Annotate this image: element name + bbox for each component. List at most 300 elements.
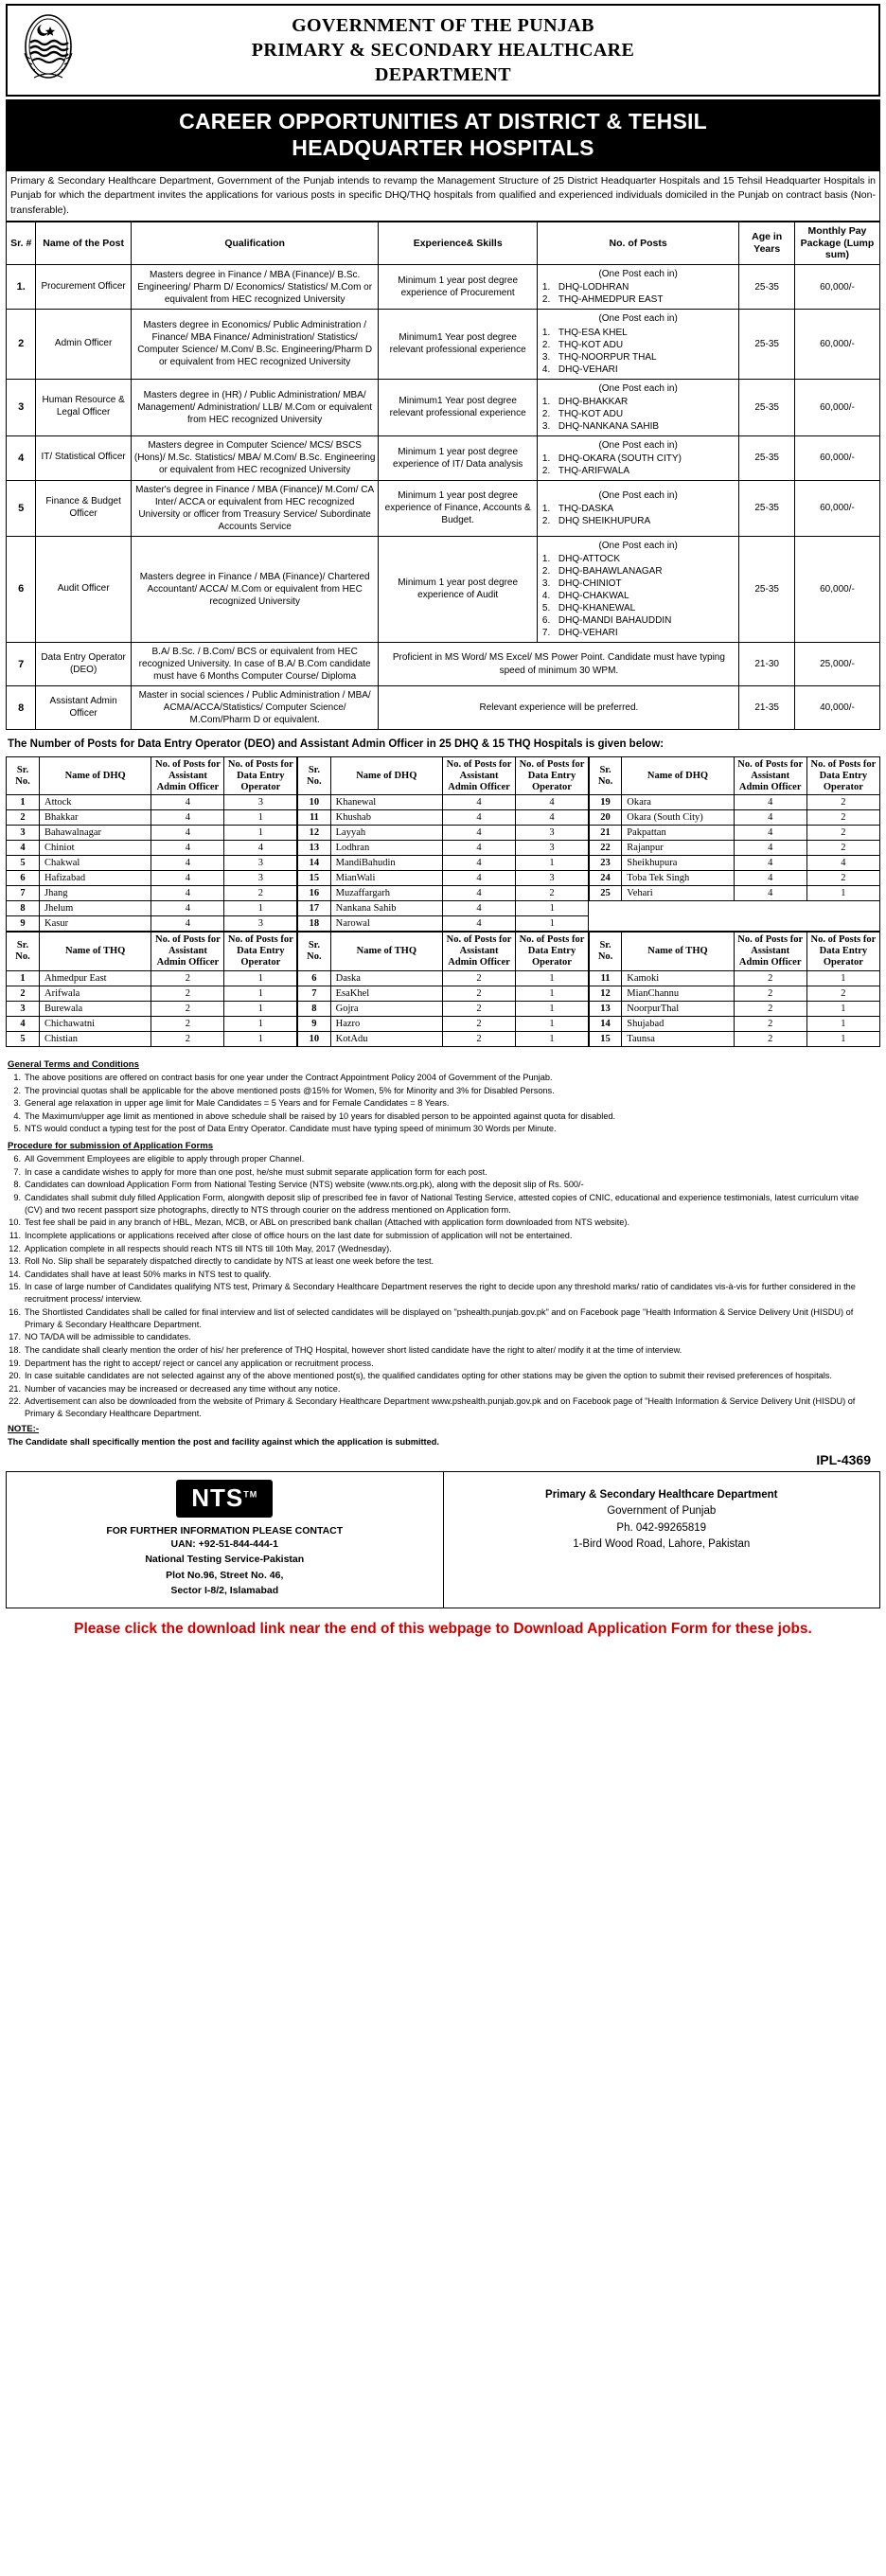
cell-sr: 6 (7, 871, 40, 886)
cell-deo-count: 1 (224, 986, 297, 1001)
thq-th-aao: No. of Posts for Assistant Admin Officer (734, 933, 806, 970)
cell-sr: 23 (589, 856, 622, 871)
cell-post-name: Human Resource & Legal Officer (36, 379, 131, 435)
cell-age: 25-35 (739, 435, 795, 480)
cell-deo-count: 1 (806, 1031, 879, 1046)
th-qualification: Qualification (131, 222, 379, 264)
list-item (8, 1269, 878, 1281)
cell-deo-count: 3 (224, 871, 297, 886)
list-item (542, 602, 735, 614)
cell-location-name: Chichawatni (39, 1016, 151, 1031)
cell-deo-count: 1 (516, 901, 589, 916)
cell-deo-count: 1 (224, 810, 297, 826)
list-item-text: The provincial quotas shall be applicable for the above mentioned posts @15% for Women, 5% for Minority and 3% for Disabled Persons. (25, 1085, 555, 1095)
dhq-posts-table (6, 756, 880, 932)
cell-experience: Minimum1 Year post degree relevant professional experience (379, 310, 537, 379)
cell-sr: 24 (589, 871, 622, 886)
cell-age: 25-35 (739, 265, 795, 310)
cell-aao-count: 4 (151, 810, 224, 826)
list-item (542, 627, 735, 639)
cell-location-name: Taunsa (622, 1031, 734, 1046)
cell-aao-count: 2 (151, 1016, 224, 1031)
cell-aao-count: 4 (734, 886, 806, 901)
cell-deo-count: 2 (806, 986, 879, 1001)
table-row (7, 886, 880, 901)
cell-aao-count: 4 (442, 916, 515, 932)
list-item-text: Candidates can download Application Form from National Testing Service (NTS) website (www.nts.org.pk), along with the deposit slip of Rs. 500/- (25, 1180, 584, 1190)
cell-sr: 8 (7, 686, 36, 730)
cell-sr: 12 (589, 986, 622, 1001)
cell-experience: Minimum 1 year post degree experience of Procurement (379, 265, 537, 310)
cell-deo-count: 1 (806, 886, 879, 901)
table-row (7, 1016, 880, 1031)
note-text: The Candidate shall specifically mention the post and facility against which the application is submitted. (8, 1437, 439, 1448)
cell-empty (622, 901, 734, 916)
cell-pay: 60,000/- (794, 265, 879, 310)
cell-sr: 8 (297, 1001, 330, 1016)
terms-title: General Terms and Conditions (8, 1058, 139, 1070)
cell-aao-count: 4 (151, 795, 224, 810)
cell-sr: 1. (7, 265, 36, 310)
cell-sr: 18 (297, 916, 330, 932)
list-item (8, 1097, 878, 1110)
cell-location-name: NoorpurThal (622, 1001, 734, 1016)
cell-sr: 25 (589, 886, 622, 901)
cell-deo-count: 2 (806, 795, 879, 810)
cell-deo-count: 1 (516, 916, 589, 932)
cell-deo-count: 1 (516, 856, 589, 871)
cell-location-name: Ahmedpur East (39, 970, 151, 986)
posts-caption: (One Post each in) (598, 269, 678, 280)
cell-experience: Minimum 1 year post degree experience of IT/ Data analysis (379, 435, 537, 480)
cell-location-name: Toba Tek Singh (622, 871, 734, 886)
cell-deo-count: 1 (224, 1001, 297, 1016)
list-item-number: 13. (9, 1256, 21, 1267)
list-item-text: All Government Employees are eligible to apply through proper Channel. (25, 1154, 305, 1164)
list-item-text: NTS would conduct a typing test for the post of Data Entry Operator. Candidate must have typing speed of minimum 30 Words per Minute. (25, 1124, 557, 1134)
list-item-text: Advertisement can also be downloaded from the website of Primary & Secondary Healthcare Department www.pshealth.punjab.gov.pk and on Facebook page of "Health Information & Service Delivery Unit (HISDU) of Primary & Secondary Healthcare Department. (25, 1396, 856, 1419)
department-header (6, 4, 880, 97)
list-item (8, 1085, 878, 1097)
list-item (542, 565, 735, 577)
cell-no-of-posts (537, 379, 738, 435)
cell-sr: 3 (7, 1001, 40, 1016)
posts-location-list (540, 453, 735, 477)
cell-sr: 5 (7, 480, 36, 536)
list-item-number: 2. (541, 515, 551, 526)
cell-location-name: Attock (39, 795, 151, 810)
cell-no-of-posts (537, 435, 738, 480)
cell-aao-count: 2 (442, 1001, 515, 1016)
list-item-label: DHQ-MANDI BAHAUDDIN (558, 615, 672, 627)
cell-experience: Minimum 1 year post degree experience of Audit (379, 536, 537, 642)
list-item-text: In case of large number of Candidates qualifying NTS test, Primary & Secondary Healthcare Department reserves the right to decide upon any threshold marks/ ratio of candidates vis-à-vis for further considered in the recruitment process/ interview. (25, 1282, 856, 1305)
cell-sr: 4 (7, 435, 36, 480)
list-item-label: THQ-DASKA (558, 503, 614, 514)
list-item-text: Test fee shall be paid in any branch of HBL, Mezan, MCB, or ABL on prescribed bank challan (Attached with application form downloaded from NTS website). (25, 1217, 630, 1228)
cell-aao-count: 4 (151, 886, 224, 901)
thq-th-name: Name of THQ (330, 933, 442, 970)
table-row (7, 1031, 880, 1046)
nts-logo-text: NTS (191, 1483, 244, 1513)
cell-location-name: Burewala (39, 1001, 151, 1016)
cell-aao-count: 4 (442, 826, 515, 841)
cell-aao-count: 2 (442, 970, 515, 986)
list-item-label: THQ-KOT ADU (558, 408, 624, 419)
cell-sr: 5 (7, 856, 40, 871)
cell-location-name: Chistian (39, 1031, 151, 1046)
cell-sr: 4 (7, 1016, 40, 1031)
procedure-title: Procedure for submission of Application Forms (8, 1140, 214, 1151)
cell-deo-count: 4 (516, 810, 589, 826)
list-item-number: 3. (541, 420, 551, 432)
list-item-label: THQ-ARIFWALA (558, 465, 630, 476)
list-item (542, 364, 735, 376)
table-row (7, 871, 880, 886)
cell-no-of-posts (537, 310, 738, 379)
cell-deo-count: 1 (224, 826, 297, 841)
cell-location-name: Jhang (39, 886, 151, 901)
cell-pay: 60,000/- (794, 310, 879, 379)
cell-empty (806, 916, 879, 932)
list-item-number: 12. (9, 1243, 21, 1253)
punjab-government-crest-icon (11, 11, 85, 89)
dhq-th-name: Name of DHQ (39, 757, 151, 795)
cell-aao-count: 4 (151, 871, 224, 886)
posts-caption: (One Post each in) (598, 382, 678, 394)
cell-age: 21-30 (739, 643, 795, 686)
nts-address-line2: Sector I-8/2, Islamabad (170, 1584, 279, 1596)
procedure-list (8, 1153, 878, 1420)
cell-aao-count: 2 (442, 1031, 515, 1046)
list-item-text: Number of vacancies may be increased or decreased any time without any notice. (25, 1383, 341, 1394)
cell-location-name: Rajanpur (622, 841, 734, 856)
cell-aao-count: 4 (442, 886, 515, 901)
cell-pay: 40,000/- (794, 686, 879, 730)
cell-location-name: MianChannu (622, 986, 734, 1001)
cell-post-name: IT/ Statistical Officer (36, 435, 131, 480)
list-item (8, 1179, 878, 1191)
list-item-text: General age relaxation in upper age limit for Male Candidates = 5 Years and for Female Candidates = 8 Years. (25, 1098, 450, 1109)
cell-aao-count: 2 (734, 986, 806, 1001)
dhq-th-deo: No. of Posts for Data Entry Operator (224, 757, 297, 795)
cell-aao-count: 2 (151, 1001, 224, 1016)
list-item-number: 2. (13, 1085, 21, 1095)
list-item-number: 18. (9, 1345, 21, 1356)
thq-th-deo: No. of Posts for Data Entry Operator (224, 933, 297, 970)
gov-title-line2: PRIMARY & SECONDARY HEALTHCARE (251, 40, 635, 61)
list-item-number: 10. (9, 1217, 21, 1228)
list-item-label: DHQ-BAHAWLANAGAR (558, 566, 663, 577)
cell-age: 25-35 (739, 536, 795, 642)
list-item-number: 19. (9, 1358, 21, 1368)
dept-government: Government of Punjab (607, 1505, 717, 1518)
table-row (7, 970, 880, 986)
cell-post-name: Data Entry Operator (DEO) (36, 643, 131, 686)
dhq-th-name: Name of DHQ (622, 757, 734, 795)
cell-deo-count: 2 (806, 826, 879, 841)
cell-deo-count: 3 (224, 916, 297, 932)
list-item (8, 1230, 878, 1242)
list-item-number: 1. (13, 1073, 21, 1083)
cell-experience: Minimum1 Year post degree relevant professional experience (379, 379, 537, 435)
cell-deo-count: 1 (516, 986, 589, 1001)
posts-location-list (540, 281, 735, 306)
list-item (542, 293, 735, 306)
th-pay: Monthly Pay Package (Lump sum) (794, 222, 879, 264)
cell-deo-count: 3 (224, 856, 297, 871)
table-row (7, 901, 880, 916)
cell-location-name: Chakwal (39, 856, 151, 871)
list-item (542, 515, 735, 527)
list-item (8, 1255, 878, 1268)
table-row (7, 480, 880, 536)
cell-no-of-posts (537, 265, 738, 310)
list-item-number: 6. (13, 1154, 21, 1164)
cell-location-name: Kasur (39, 916, 151, 932)
cell-location-name: Daska (330, 970, 442, 986)
table-row (7, 643, 880, 686)
cell-location-name: MandiBahudin (330, 856, 442, 871)
ipl-number: IPL-4369 (816, 1452, 871, 1468)
list-item (542, 553, 735, 565)
cell-sr: 2 (7, 986, 40, 1001)
dept-phone: Ph. 042-99265819 (616, 1521, 707, 1534)
cell-aao-count: 4 (734, 795, 806, 810)
list-item (542, 453, 735, 465)
cell-sr: 15 (297, 871, 330, 886)
cell-aao-count: 4 (151, 826, 224, 841)
list-item-number: 9. (13, 1192, 21, 1202)
list-item (542, 408, 735, 420)
cell-aao-count: 4 (151, 856, 224, 871)
list-item-number: 2. (541, 294, 551, 306)
nts-uan: UAN: +92-51-844-444-1 (170, 1538, 279, 1551)
list-item-number: 7. (541, 628, 551, 639)
cell-deo-count: 1 (224, 1031, 297, 1046)
thq-th-sr: Sr. No. (589, 933, 622, 970)
cell-sr: 11 (589, 970, 622, 986)
list-item-number: 21. (9, 1383, 21, 1394)
cell-location-name: Arifwala (39, 986, 151, 1001)
cell-location-name: Kamoki (622, 970, 734, 986)
list-item-number: 17. (9, 1332, 21, 1342)
cell-aao-count: 2 (734, 1001, 806, 1016)
cell-pay: 60,000/- (794, 536, 879, 642)
list-item-text: Roll No. Slip shall be separately dispatched directly to candidate by NTS at least one week before the test. (25, 1256, 434, 1267)
list-item-number: 8. (13, 1180, 21, 1190)
list-item-number: 2. (541, 408, 551, 419)
th-post: Name of the Post (36, 222, 131, 264)
table-row (7, 265, 880, 310)
cell-deo-count: 4 (806, 856, 879, 871)
cell-empty (589, 901, 622, 916)
banner-line2: HEADQUARTER HOSPITALS (292, 135, 594, 161)
list-item (542, 590, 735, 602)
cell-pay: 25,000/- (794, 643, 879, 686)
list-item (8, 1395, 878, 1420)
dhq-th-deo: No. of Posts for Data Entry Operator (516, 757, 589, 795)
cell-aao-count: 4 (151, 841, 224, 856)
thq-table-body (7, 970, 880, 1046)
cell-sr: 2 (7, 310, 36, 379)
dhq-th-deo: No. of Posts for Data Entry Operator (806, 757, 879, 795)
thq-th-aao: No. of Posts for Assistant Admin Officer (442, 933, 515, 970)
list-item (8, 1166, 878, 1179)
cell-deo-count: 3 (224, 795, 297, 810)
cell-qualification: B.A/ B.Sc. / B.Com/ BCS or equivalent from HEC recognized University. In case of B.A/ B.Com candidate must have 6 Months Computer Course/ Diploma (131, 643, 379, 686)
cell-sr: 11 (297, 810, 330, 826)
list-item-number: 1. (541, 396, 551, 407)
list-item (8, 1358, 878, 1370)
cell-location-name: Muzaffargarh (330, 886, 442, 901)
cell-sr: 7 (7, 643, 36, 686)
terms-and-conditions (6, 1047, 880, 1449)
posts-caption: (One Post each in) (598, 313, 678, 325)
list-item-number: 4. (541, 591, 551, 602)
list-item-label: THQ-NOORPUR THAL (558, 351, 657, 363)
list-item-text: The candidate shall clearly mention the order of his/ her preference of THQ Hospital, however short listed candidate have the right to alter/ modify it at the time of interview. (25, 1345, 682, 1356)
list-item (542, 396, 735, 408)
cell-empty (622, 916, 734, 932)
career-banner (6, 99, 880, 171)
list-item (8, 1072, 878, 1084)
terms-list (8, 1072, 878, 1135)
cell-deo-count: 4 (516, 795, 589, 810)
cell-deo-count: 1 (516, 1031, 589, 1046)
cell-sr: 19 (589, 795, 622, 810)
list-item-number: 2. (541, 465, 551, 476)
cell-qualification: Master in social sciences / Public Administration / MBA/ ACMA/ACCA/Statistics/ Computer Science/ M.Com/Pharm D or equivalent. (131, 686, 379, 730)
list-item-label: DHQ-BHAKKAR (558, 396, 629, 407)
cell-sr: 10 (297, 1031, 330, 1046)
list-item-number: 1. (541, 282, 551, 293)
cell-pay: 60,000/- (794, 480, 879, 536)
list-item-text: Department has the right to accept/ reject or cancel any application or recruitment process. (25, 1358, 374, 1368)
list-item-text: The Shortlisted Candidates shall be called for final interview and list of selected candidates will be displayed on "pshealth.punjab.gov.pk" and on Facebook page "Health Information & Service Delivery Unit (HISDU) of Primary & Secondary Healthcare Department. (25, 1306, 854, 1329)
cell-aao-count: 4 (442, 856, 515, 871)
cell-aao-count: 4 (734, 871, 806, 886)
posts-caption: (One Post each in) (598, 489, 678, 501)
cell-aao-count: 4 (442, 901, 515, 916)
cell-location-name: Khanewal (330, 795, 442, 810)
cell-no-of-posts (537, 480, 738, 536)
cell-deo-count: 4 (224, 841, 297, 856)
list-item-label: DHQ SHEIKHUPURA (558, 515, 651, 526)
cell-post-name: Procurement Officer (36, 265, 131, 310)
dhq-th-sr: Sr. No. (7, 757, 40, 795)
table-row (7, 435, 880, 480)
cell-aao-count: 4 (442, 871, 515, 886)
list-item-number: 6. (541, 615, 551, 627)
cell-location-name: Hafizabad (39, 871, 151, 886)
table-row (7, 795, 880, 810)
cell-aao-count: 2 (151, 970, 224, 986)
th-experience: Experience& Skills (379, 222, 537, 264)
list-item-text: NO TA/DA will be admissible to candidates. (25, 1332, 191, 1342)
cell-aao-count: 2 (442, 1016, 515, 1031)
cell-sr: 3 (7, 826, 40, 841)
cell-post-name: Audit Officer (36, 536, 131, 642)
posts-caption: (One Post each in) (598, 540, 678, 551)
cell-sr: 13 (589, 1001, 622, 1016)
list-item (542, 465, 735, 477)
cell-qualification: Masters degree in Finance / MBA (Finance)/ B.Sc. Engineering/ Pharm D/ Economics/ Statistics/ M.Com or equivalent from HEC recognized University (131, 265, 379, 310)
table-row (7, 1001, 880, 1016)
list-item-number: 7. (13, 1166, 21, 1177)
cell-deo-count: 2 (806, 810, 879, 826)
cell-aao-count: 4 (151, 901, 224, 916)
table-row (7, 686, 880, 730)
cell-deo-count: 3 (516, 841, 589, 856)
cell-aao-count: 2 (734, 1031, 806, 1046)
cell-location-name: Narowal (330, 916, 442, 932)
list-item-number: 3. (13, 1098, 21, 1109)
list-item-number: 14. (9, 1269, 21, 1279)
cell-qualification: Masters degree in Computer Science/ MCS/ BSCS (Hons)/ M.Sc. Statistics/ MBA/ M.Com/ B.Sc. Engineering or equivalent from HEC recognized University (131, 435, 379, 480)
cell-experience: Relevant experience will be preferred. (379, 686, 739, 730)
cell-deo-count: 1 (806, 1001, 879, 1016)
list-item-number: 3. (541, 578, 551, 590)
nts-logo (176, 1480, 273, 1518)
cell-deo-count: 2 (806, 871, 879, 886)
posts-location-list (540, 503, 735, 527)
list-item-number: 15. (9, 1282, 21, 1292)
list-item (8, 1243, 878, 1255)
cell-aao-count: 2 (442, 986, 515, 1001)
list-item (542, 281, 735, 293)
cell-location-name: Lodhran (330, 841, 442, 856)
list-item (8, 1192, 878, 1217)
cell-sr: 7 (297, 986, 330, 1001)
posts-location-list (540, 396, 735, 433)
cell-location-name: Nankana Sahib (330, 901, 442, 916)
nts-trademark: TM (243, 1489, 258, 1500)
cell-deo-count: 1 (224, 901, 297, 916)
list-item (8, 1306, 878, 1331)
cell-location-name: Jhelum (39, 901, 151, 916)
list-item-number: 2. (541, 339, 551, 350)
list-item-label: DHQ-LODHRAN (558, 282, 629, 293)
list-item-label: DHQ-CHINIOT (558, 578, 622, 590)
department-contact-block (444, 1472, 880, 1608)
dept-address: 1-Bird Wood Road, Lahore, Pakistan (573, 1537, 751, 1550)
list-item (8, 1153, 878, 1165)
th-age: Age in Years (739, 222, 795, 264)
posts-location-list (540, 553, 735, 639)
cell-qualification: Masters degree in Finance / MBA (Finance)/ Chartered Accountant/ ACCA/ M.Com or equivalent from HEC recognized University (131, 536, 379, 642)
cell-post-name: Assistant Admin Officer (36, 686, 131, 730)
list-item (542, 614, 735, 627)
cell-sr: 5 (7, 1031, 40, 1046)
list-item (542, 351, 735, 364)
cell-sr: 9 (297, 1016, 330, 1031)
cell-sr: 21 (589, 826, 622, 841)
cell-location-name: Okara (South City) (622, 810, 734, 826)
cell-location-name: KotAdu (330, 1031, 442, 1046)
cell-location-name: MianWali (330, 871, 442, 886)
list-item-text: Incomplete applications or applications received after close of office hours on the last date for submission of application will not be entertained. (25, 1230, 573, 1240)
cell-empty (806, 901, 879, 916)
list-item-number: 2. (541, 566, 551, 577)
cell-deo-count: 1 (224, 970, 297, 986)
posts-caption: (One Post each in) (598, 439, 678, 451)
cell-aao-count: 4 (442, 810, 515, 826)
cell-aao-count: 4 (442, 841, 515, 856)
cell-deo-count: 2 (224, 886, 297, 901)
table-row (7, 826, 880, 841)
list-item-text: Application complete in all respects should reach NTS till NTS till 10th May, 2017 (Wednesday). (25, 1243, 392, 1253)
